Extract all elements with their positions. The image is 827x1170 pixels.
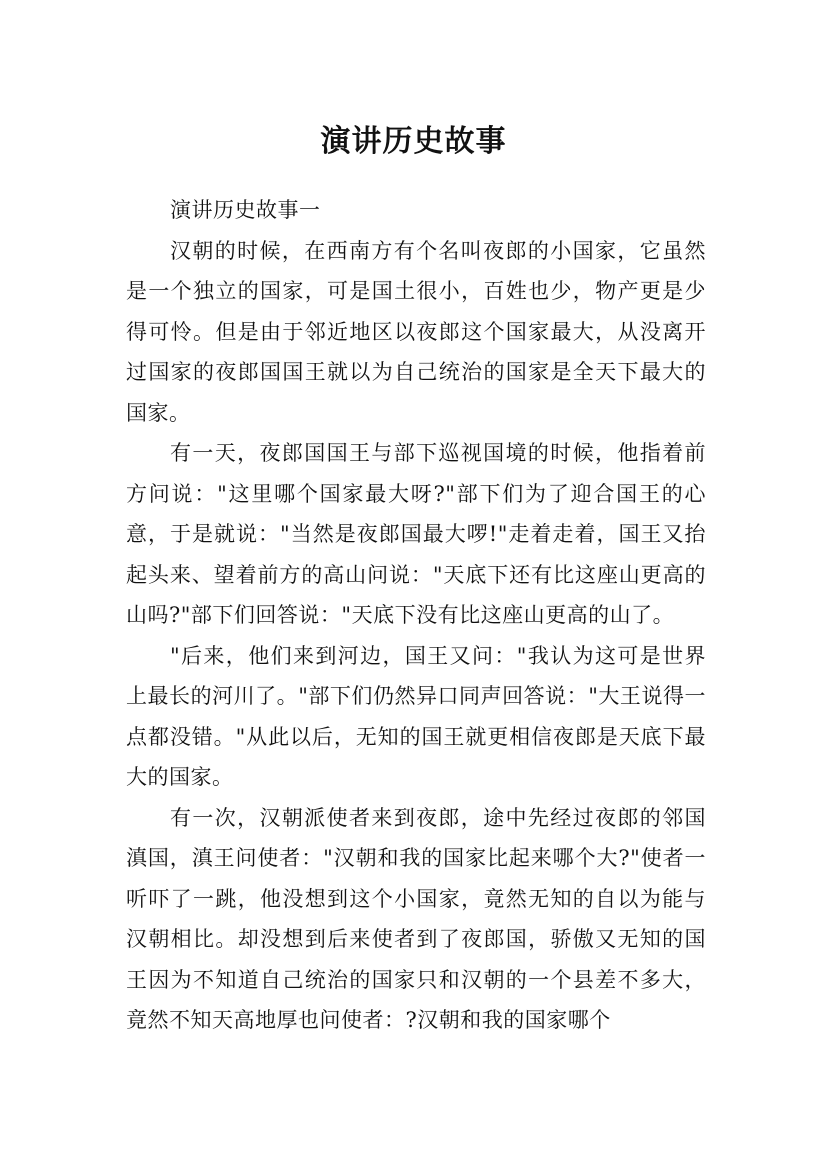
document-body — [126, 190, 706, 1041]
paragraph: 汉朝的时候，在西南方有个名叫夜郎的小国家，它虽然是一个独立的国家，可是国土很小，百姓也少，物产更是少得可怜。但是由于邻近地区以夜郎这个国家最大，从没离开过国家的夜郎国国王就以为自己统治的国家是全天下最大的国家。 — [126, 238, 706, 425]
paragraph: 有一天，夜郎国国王与部下巡视国境的时候，他指着前方问说："这里哪个国家最大呀?"部下们为了迎合国王的心意，于是就说："当然是夜郎国最大啰!"走着走着，国王又抬起头来、望着前方的高山问说："天底下还有比这座山更高的山吗?"部下们回答说："天底下没有比这座山更高的山了。 — [126, 441, 706, 627]
page-title: 演讲历史故事 — [320, 124, 507, 160]
section-heading: 演讲历史故事一 — [170, 198, 321, 222]
paragraph: 有一次，汉朝派使者来到夜郎，途中先经过夜郎的邻国滇国，滇王问使者："汉朝和我的国家比起来哪个大?"使者一听吓了一跳，他没想到这个小国家，竟然无知的自以为能与汉朝相比。却没想到后来使者到了夜郎国，骄傲又无知的国王因为不知道自己统治的国家只和汉朝的一个县差不多大，竟然不知天高地厚也问使者：?汉朝和我的国家哪个 — [126, 805, 706, 1032]
paragraph: "后来，他们来到河边，国王又问："我认为这可是世界上最长的河川了。"部下们仍然异口同声回答说："大王说得一点都没错。"从此以后，无知的国王就更相信夜郎是天底下最大的国家。 — [126, 643, 706, 789]
